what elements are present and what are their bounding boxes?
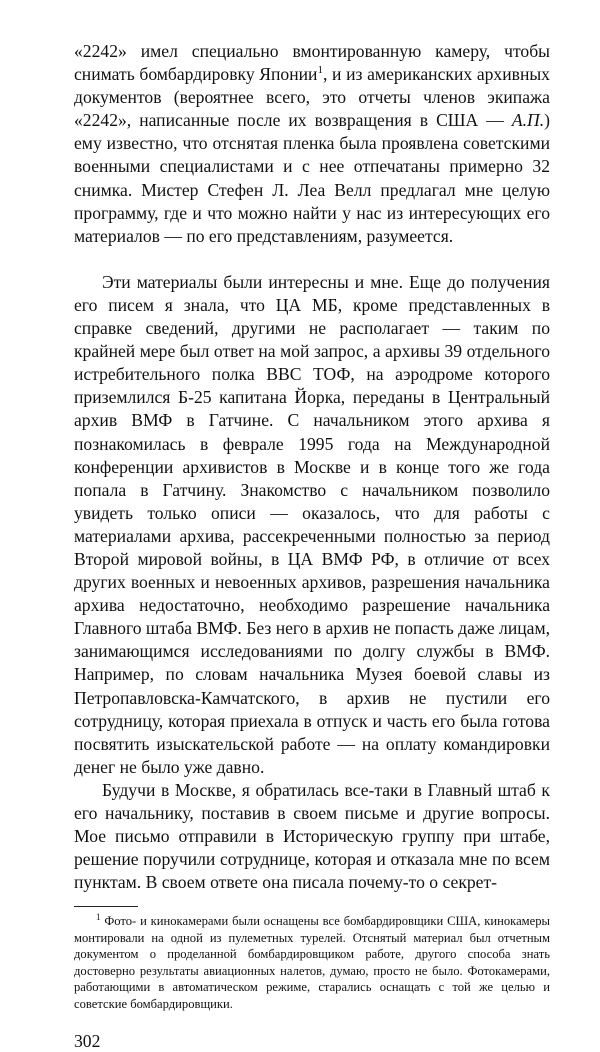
footnote-reference: 1 [317,64,323,77]
footnote [74,913,550,1012]
paragraph-1 [74,40,550,248]
footnote-mark: 1 [96,912,101,923]
page-number: 302 [74,1031,101,1052]
paragraph-spacer [74,248,550,271]
author-initials: А.П. [511,110,545,131]
paragraph-1-part-b: , и из американских архивных документов (вероятнее всего, это отчеты членов экипажа «2242», написанные после их возвращения в США — [74,64,550,131]
paragraph-3: Будучи в Москве, я обратилась все-таки в Главный штаб к его начальнику, поставив в своем письме и другие вопросы. Мое письмо отправили в Историческую группу при штабе, решение поручили сотруднице, которая и отказала мне по всем пунктам. В своем ответе она писала почему-то о секрет- [74,779,550,893]
paragraph-1-part-a: «2242» имел специально вмонтированную камеру, чтобы снимать бомбардировку Японии [74,41,550,85]
paragraph-1-part-c: ) ему известно, что отснятая пленка была проявлена советскими военными специалистами и с нее отпечатаны примерно 32 снимка. Мистер Стефен Л. Леа Велл предлагал мне целую программу, где и что можно найти у нас из интересующих его материалов — по его представлениям, разумеется. [74,110,550,246]
footnote-text: Фото- и кинокамерами были оснащены все бомбардировщики США, кинокамеры монтировали на одной из пулеметных турелей. Отснятый материал был отчетным документом о проделанной бомбардировщиком работе, другого способа знать достоверно результаты авиационных налетов, думаю, просто не было. Фотокамерами, работающими в автоматическом режиме, старались оснащать с той же целью и советские бомбардировщики. [74,914,550,1011]
book-page [74,40,550,1052]
footnote-divider [74,906,138,907]
paragraph-2: Эти материалы были интересны и мне. Еще до получения его писем я знала, что ЦА МБ, кроме представленных в справке сведений, другими не располагает — таким по крайней мере был ответ на мой запрос, а архивы 39 отдельного истребительного полка ВВС ТОФ, на аэродроме которого приземлился Б-25 капитана Йорка, переданы в Центральный архив ВМФ в Гатчине. С начальником этого архива я познакомилась в феврале 1995 года на Международной конференции архивистов в Москве и в конце того же года попала в Гатчину. Знакомство с начальником позволило увидеть только описи — оказалось, что для работы с материалами архива, рассекреченными полностью за период Второй мировой войны, в ЦА ВМФ РФ, в отличие от всех других военных и невоенных архивов, разрешения начальника архива недостаточно, необходимо разрешение начальника Главного штаба ВМФ. Без него в архив не попасть даже лицам, занимающимся исследованиями по долгу службы в ВМФ. Например, по словам начальника Музея боевой славы из Петропавловска-Камчатского, в архив не пустили его сотрудницу, которая приехала в отпуск и часть его была готова посвятить изыскательской работе — на оплату командировки денег не было уже давно. [74,271,550,777]
